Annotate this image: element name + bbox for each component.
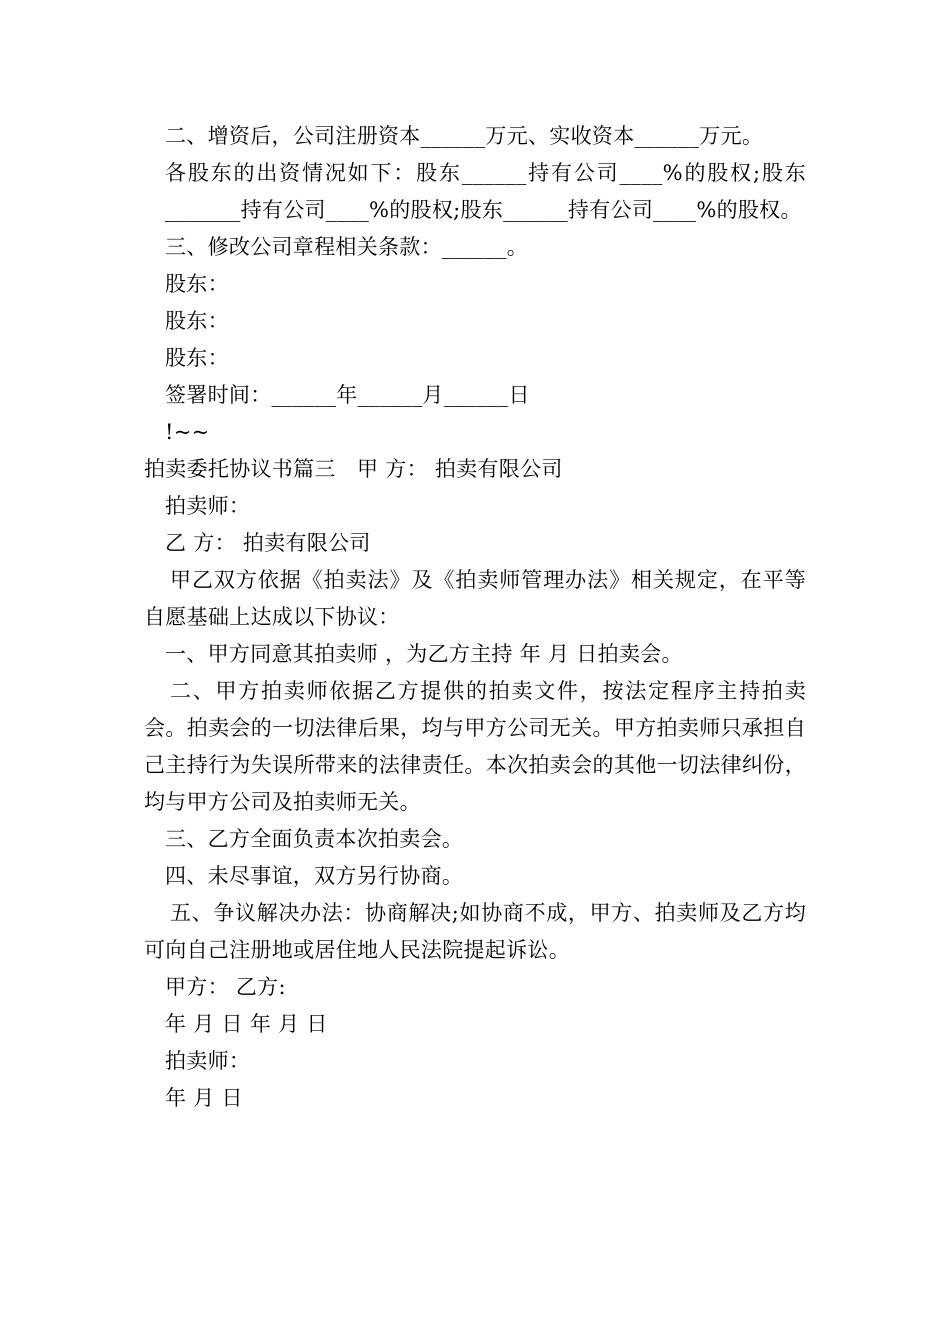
articles-amendment-clause: 三、修改公司章程相关条款：______。: [165, 235, 528, 259]
shareholder-signature-2: 股东：: [165, 309, 229, 333]
clause-4: 四、未尽事谊，双方另行协商。: [165, 864, 464, 888]
party-signatures: 甲方： 乙方:: [165, 975, 286, 999]
clause-2: 二、甲方拍卖师依据乙方提供的拍卖文件，按法定程序主持拍卖会。拍卖会的一切法律后果，均与甲方公司无关。甲方拍卖师只承担自己主持行为失误所带来的法律责任。本次拍卖会的其他一切法律纠份，均与甲方公司及拍卖师无关。: [144, 679, 806, 814]
party-b-label: 乙 方： 拍卖有限公司: [165, 531, 371, 555]
document-body: [144, 118, 806, 1117]
separator-mark: !~~: [165, 420, 210, 444]
signing-date: 签署时间：______年______月______日: [165, 383, 530, 407]
auctioneer-signature-date: 年 月 日: [165, 1086, 243, 1110]
auctioneer-signature: 拍卖师：: [165, 1049, 251, 1073]
party-signature-dates: 年 月 日 年 月 日: [165, 1012, 328, 1036]
clause-1: 一、甲方同意其拍卖师 ，为乙方主持 年 月 日拍卖会。: [165, 642, 683, 666]
capital-increase-clause: 二、增资后，公司注册资本______万元、实收资本______万元。: [165, 124, 764, 148]
shareholder-signature-3: 股东：: [165, 346, 229, 370]
auctioneer-label: 拍卖师：: [165, 494, 251, 518]
clause-5: 五、争议解决办法：协商解决;如协商不成，甲方、拍卖师及乙方均可向自己注册地或居住地人民法院提起诉讼。: [144, 901, 806, 962]
shareholder-contribution-clause: 各股东的出资情况如下：股东______持有公司____%的股权;股东_______持有公司____%的股权;股东______持有公司____%的股权。: [165, 161, 806, 222]
shareholder-signature-1: 股东：: [165, 272, 229, 296]
clause-3: 三、乙方全面负责本次拍卖会。: [165, 827, 464, 851]
agreement-preamble: 甲乙双方依据《拍卖法》及《拍卖师管理办法》相关规定，在平等自愿基础上达成以下协议：: [144, 568, 806, 629]
agreement-heading: 拍卖委托协议书篇三 甲 方： 拍卖有限公司: [144, 457, 563, 481]
